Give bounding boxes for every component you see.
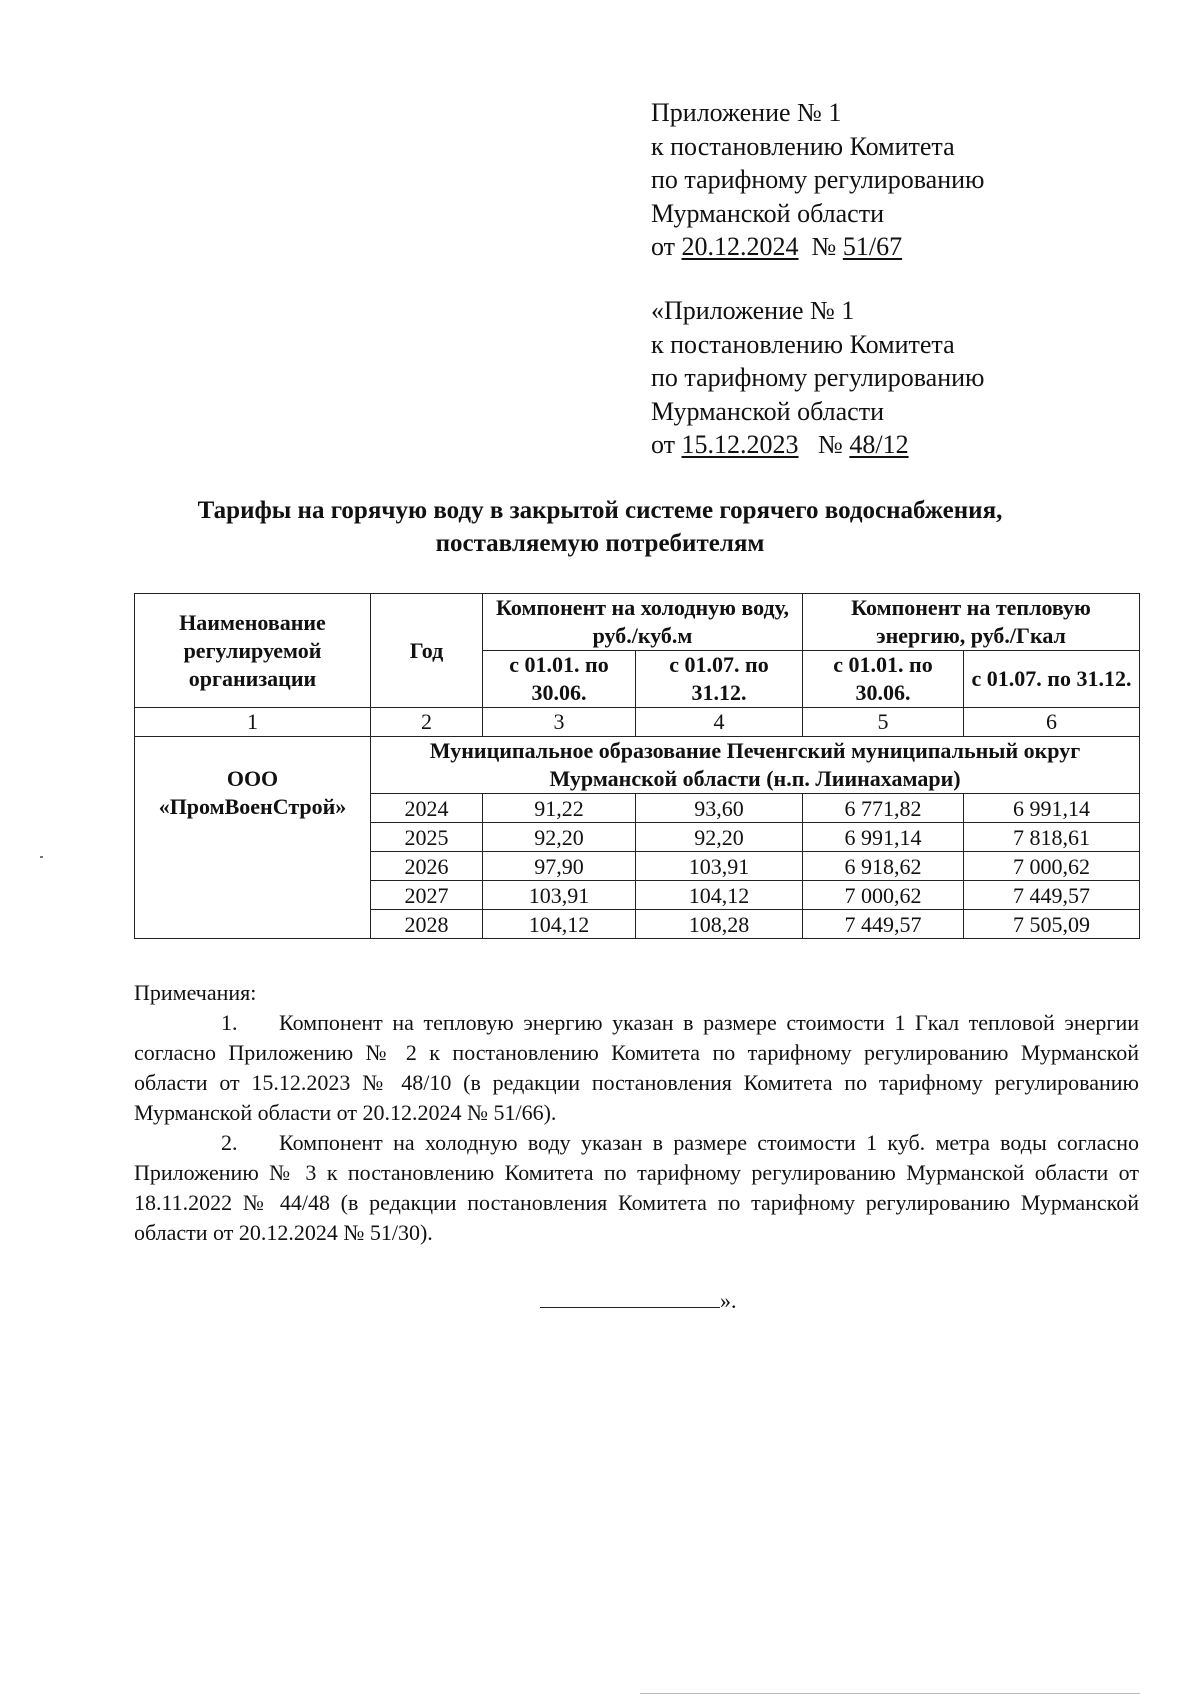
notes-section (134, 978, 1139, 1248)
column-number: 2 (371, 708, 483, 737)
table-header-row (135, 594, 1140, 651)
date-prefix: от (651, 232, 682, 261)
note-item (134, 1128, 1139, 1248)
closing-rule (540, 1306, 720, 1308)
organization-line: ООО (226, 766, 279, 791)
appendix-date: 20.12.2024 (681, 232, 799, 261)
header-cold-water-period1: с 01.01. по 30.06. (483, 651, 636, 708)
cold-water-period2-cell: 103,91 (636, 852, 803, 881)
note-number: 2. (221, 1130, 238, 1155)
header-heat: Компонент на тепловую энергию, руб./Гкал (803, 594, 1140, 651)
cold-water-period1-cell: 103,91 (483, 881, 636, 910)
year-cell: 2028 (371, 910, 483, 939)
heat-period1-cell: 7 449,57 (803, 910, 964, 939)
scan-edge-line (640, 1693, 1140, 1694)
appendix-date-line (651, 230, 1071, 264)
header-cold-water: Компонент на холодную воду, руб./куб.м (483, 594, 803, 651)
notes-title: Примечания: (134, 980, 257, 1005)
organization-name (135, 737, 371, 939)
heat-period1-cell: 6 918,62 (803, 852, 964, 881)
header-cold-water-period2: с 01.07. по 31.12. (636, 651, 803, 708)
municipality-name: Муниципальное образование Печенгский муниципальный округ Мурманской области (н.п. Лиинахамари) (371, 737, 1140, 794)
appendix-line: к постановлению Комитета (651, 131, 955, 161)
municipality-row (135, 737, 1140, 794)
note-text: Компонент на холодную воду указан в размере стоимости 1 куб. метра воды согласно Приложению № 3 к постановлению Комитета по тарифному регулированию Мурманской области от 18.11.2022 № 44/48 (в редакции постановления Комитета по тарифному регулированию Мурманской области от 20.12.2024 № 51/30). (134, 1130, 1139, 1245)
date-prefix: от (651, 430, 682, 459)
appendix-number: 51/67 (842, 232, 903, 261)
column-number: 5 (803, 708, 964, 737)
appendix-line: по тарифному регулированию (651, 363, 985, 392)
appendix-header-current (651, 96, 1071, 264)
appendix-header-previous (651, 294, 1071, 462)
heat-period2-cell: 7 000,62 (964, 852, 1140, 881)
heat-period2-cell: 7 449,57 (964, 881, 1140, 910)
title-line: поставляемую потребителям (435, 530, 765, 557)
header-org: Наименование регулируемой организации (135, 594, 371, 708)
scan-artifact (40, 856, 43, 858)
appendix-line: Мурманской области (651, 198, 884, 228)
cold-water-period2-cell: 93,60 (636, 794, 803, 823)
closing-mark (540, 1288, 737, 1314)
heat-period2-cell: 7 505,09 (964, 910, 1140, 939)
year-cell: 2026 (371, 852, 483, 881)
header-heat-period2: с 01.07. по 31.12. (964, 651, 1140, 708)
appendix-line: Приложение № 1 (651, 98, 842, 127)
note-item (134, 1008, 1139, 1128)
column-number: 1 (135, 708, 371, 737)
heat-period1-cell: 6 771,82 (803, 794, 964, 823)
cold-water-period1-cell: 97,90 (483, 852, 636, 881)
tariff-table (134, 593, 1140, 939)
appendix-line: «Приложение № 1 (651, 296, 855, 325)
column-number-row (135, 708, 1140, 737)
cold-water-period1-cell: 104,12 (483, 910, 636, 939)
header-year: Год (371, 594, 483, 708)
year-cell: 2027 (371, 881, 483, 910)
closing-quote: ». (720, 1288, 737, 1313)
appendix-line: Мурманской области (651, 396, 884, 426)
cold-water-period2-cell: 108,28 (636, 910, 803, 939)
appendix-line: к постановлению Комитета (651, 329, 955, 359)
column-number: 3 (483, 708, 636, 737)
heat-period2-cell: 7 818,61 (964, 823, 1140, 852)
cold-water-period2-cell: 92,20 (636, 823, 803, 852)
year-cell: 2024 (371, 794, 483, 823)
heat-period2-cell: 6 991,14 (964, 794, 1140, 823)
column-number: 6 (964, 708, 1140, 737)
number-prefix: № (818, 430, 850, 459)
cold-water-period1-cell: 91,22 (483, 794, 636, 823)
appendix-date-line (651, 428, 1071, 462)
heat-period1-cell: 7 000,62 (803, 881, 964, 910)
number-prefix: № (811, 232, 843, 261)
note-number: 1. (221, 1010, 238, 1035)
title-line: Тарифы на горячую воду в закрытой системе горячего водоснабжения, (197, 497, 1003, 524)
document-title (100, 494, 1100, 560)
column-number: 4 (636, 708, 803, 737)
appendix-number: 48/12 (849, 430, 909, 459)
year-cell: 2025 (371, 823, 483, 852)
appendix-line: по тарифному регулированию (651, 165, 985, 194)
cold-water-period2-cell: 104,12 (636, 881, 803, 910)
appendix-date: 15.12.2023 (681, 430, 799, 459)
header-heat-period1: с 01.01. по 30.06. (803, 651, 964, 708)
note-text: Компонент на тепловую энергию указан в размере стоимости 1 Гкал тепловой энергии согласно Приложению № 2 к постановлению Комитета по тарифному регулированию Мурманской области от 15.12.2023 № 48/10 (в редакции постановления Комитета по тарифному регулированию Мурманской области от 20.12.2024 № 51/66). (134, 1010, 1139, 1125)
cold-water-period1-cell: 92,20 (483, 823, 636, 852)
heat-period1-cell: 6 991,14 (803, 823, 964, 852)
organization-line: «ПромВоенСтрой» (158, 794, 347, 819)
